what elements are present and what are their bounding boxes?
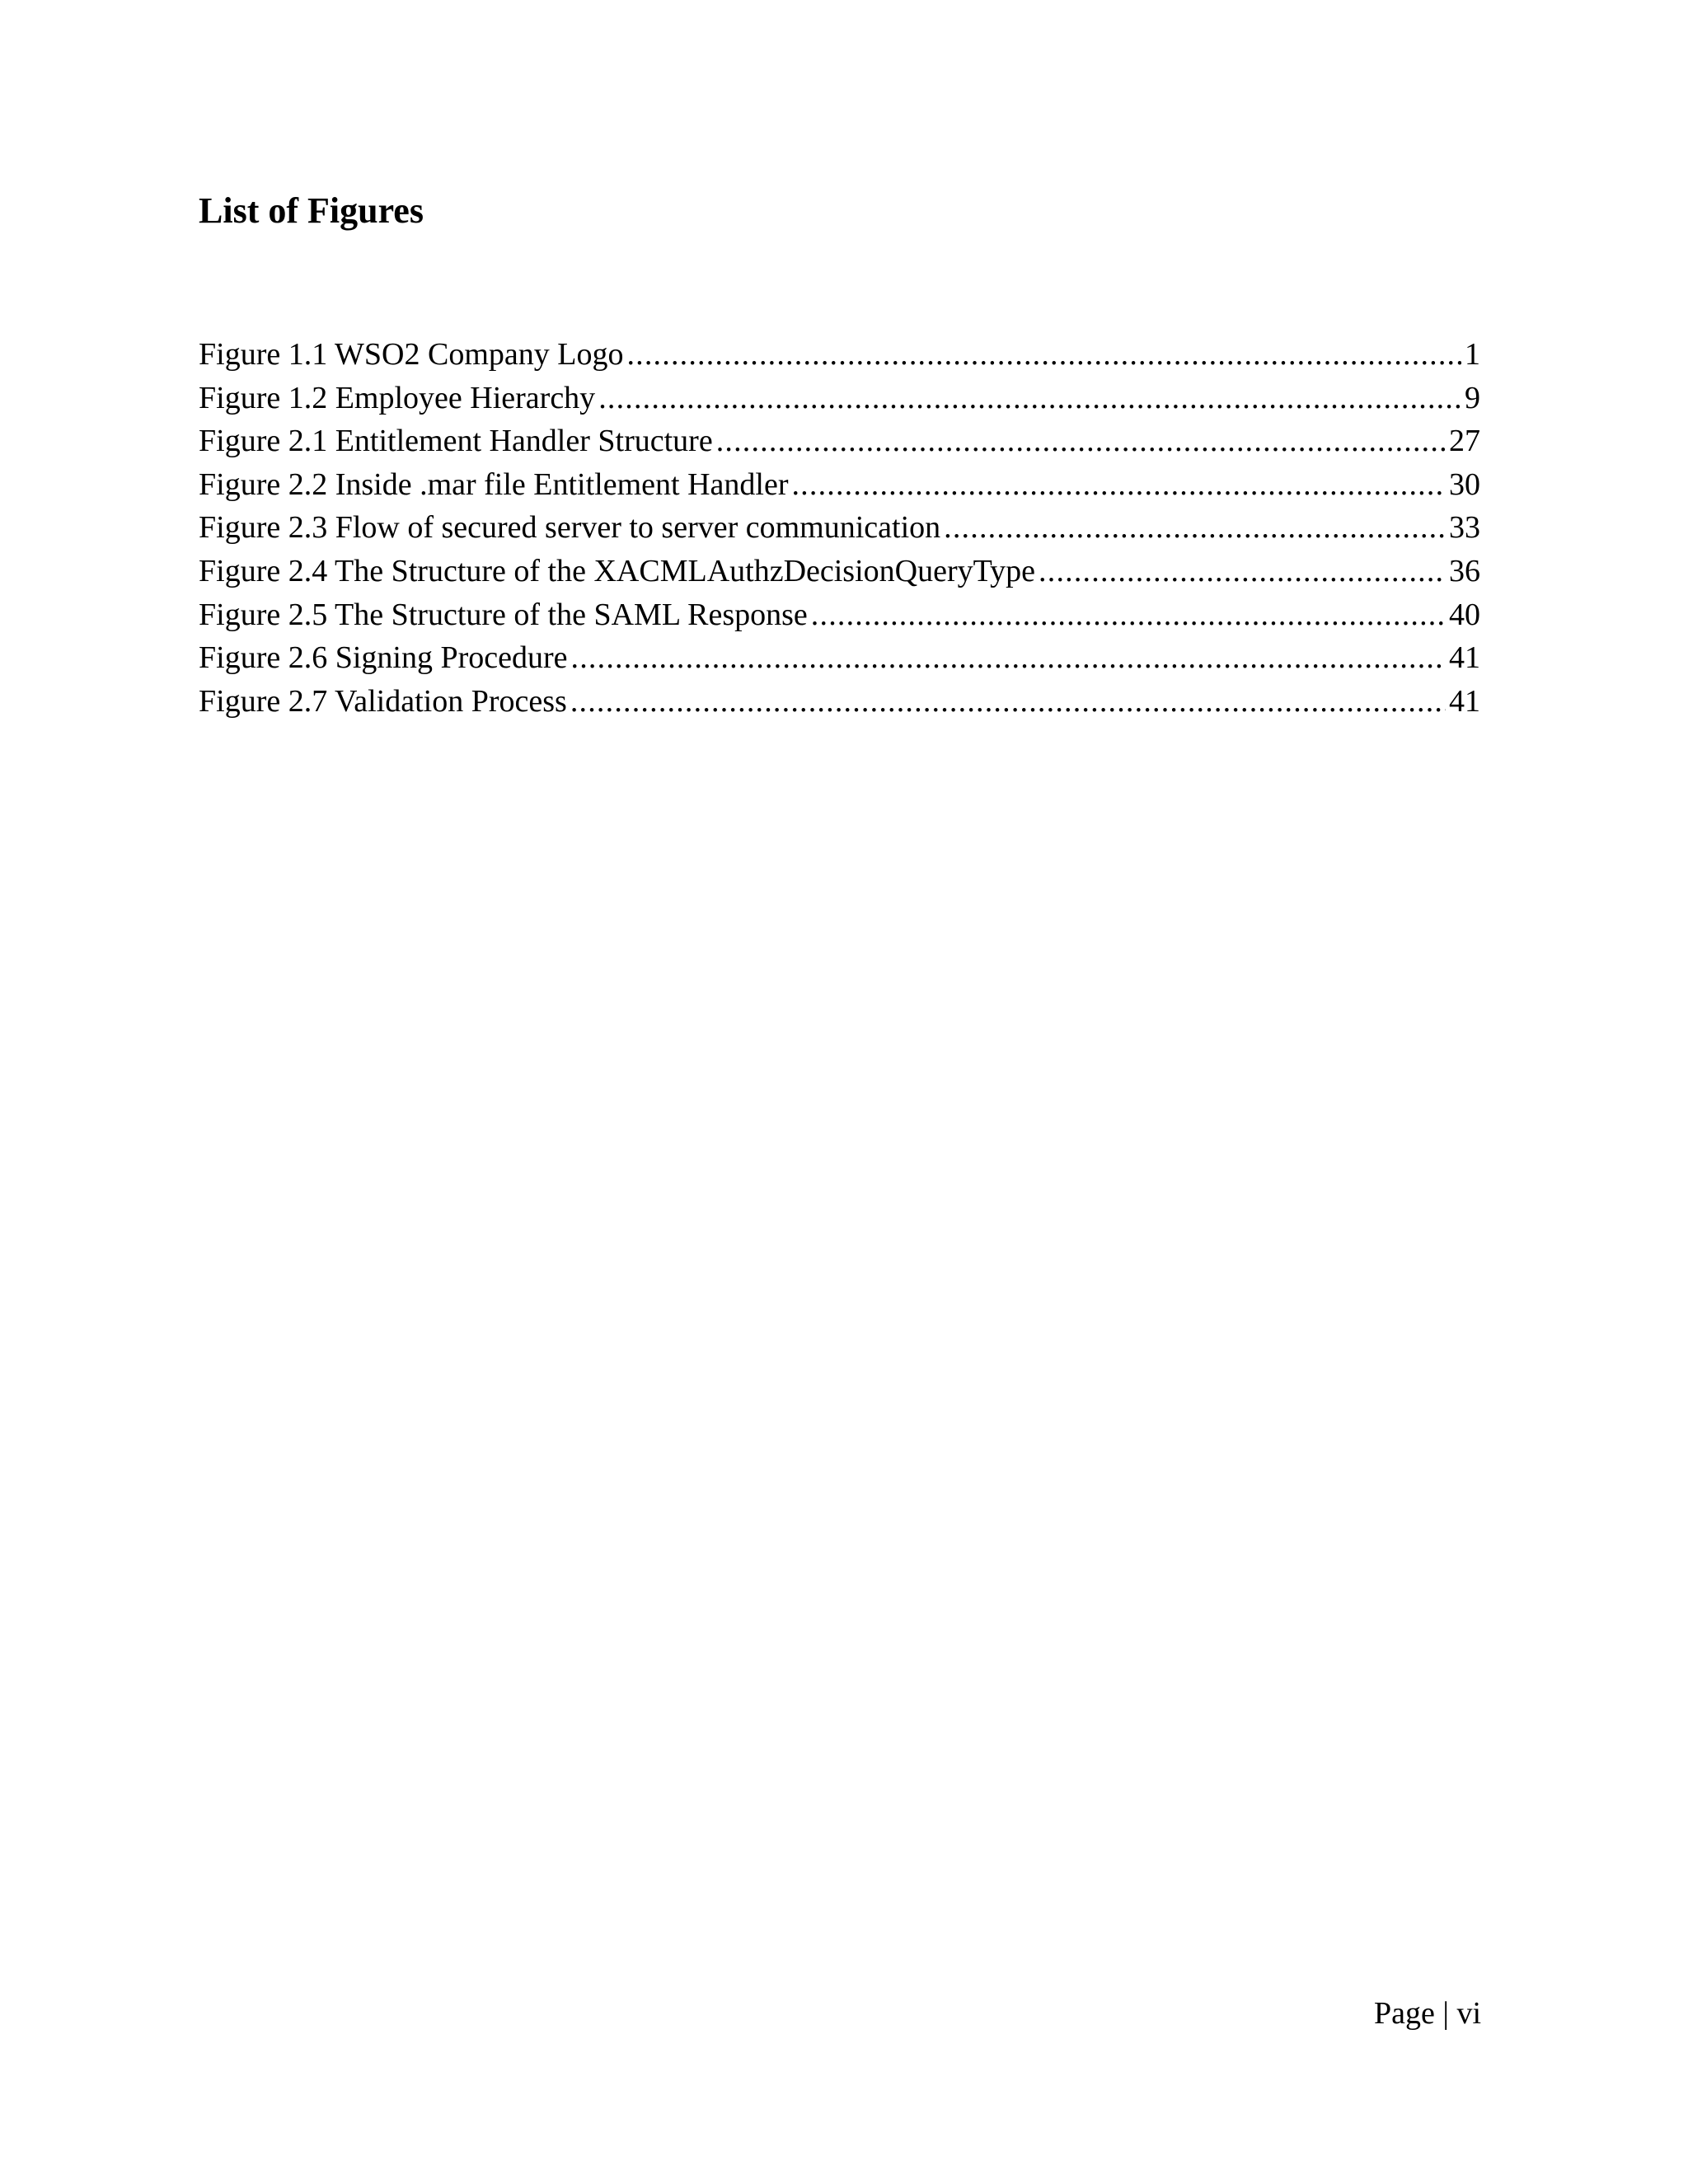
dot-leader	[570, 680, 1446, 724]
figure-entry-2-2[interactable]	[199, 463, 1480, 507]
page-footer: Page | vi	[1373, 1996, 1481, 2031]
figure-page-number: 27	[1449, 424, 1480, 459]
figure-entry-1-2[interactable]	[199, 377, 1480, 420]
figure-page-number: 9	[1465, 380, 1480, 415]
figure-title: Figure 1.1 WSO2 Company Logo	[199, 337, 624, 372]
figure-title: Figure 2.6 Signing Procedure	[199, 640, 568, 676]
figure-entry-2-5[interactable]	[199, 593, 1480, 637]
figure-title: Figure 2.3 Flow of secured server to server communication	[199, 510, 941, 546]
figure-entry-1-1[interactable]	[199, 333, 1480, 377]
list-of-figures	[199, 333, 1480, 723]
dot-leader	[791, 463, 1446, 507]
figure-page-number: 33	[1449, 510, 1480, 546]
figure-page-number: 41	[1449, 683, 1480, 719]
figure-entry-2-3[interactable]	[199, 506, 1480, 550]
figure-entry-2-4[interactable]	[199, 550, 1480, 593]
dot-leader	[944, 506, 1446, 550]
figure-title: Figure 1.2 Employee Hierarchy	[199, 380, 596, 415]
figure-page-number: 30	[1449, 466, 1480, 502]
figure-page-number: 40	[1449, 597, 1480, 632]
dot-leader	[571, 636, 1446, 680]
dot-leader	[598, 377, 1461, 420]
dot-leader	[716, 419, 1446, 463]
page-heading: List of Figures	[199, 190, 424, 231]
figure-entry-2-7[interactable]	[199, 680, 1480, 724]
figure-title: Figure 2.1 Entitlement Handler Structure	[199, 424, 713, 459]
figure-page-number: 41	[1449, 640, 1480, 676]
dot-leader	[811, 593, 1446, 637]
dot-leader	[1039, 550, 1446, 593]
figure-page-number: 1	[1465, 337, 1480, 372]
dot-leader	[626, 333, 1461, 377]
figure-title: Figure 2.4 The Structure of the XACMLAuthzDecisionQueryType	[199, 553, 1036, 588]
figure-page-number: 36	[1449, 553, 1480, 588]
figure-title: Figure 2.5 The Structure of the SAML Response	[199, 597, 808, 632]
figure-entry-2-1[interactable]	[199, 419, 1480, 463]
figure-title: Figure 2.2 Inside .mar file Entitlement Handler	[199, 466, 789, 502]
figure-title: Figure 2.7 Validation Process	[199, 683, 567, 719]
figure-entry-2-6[interactable]	[199, 636, 1480, 680]
